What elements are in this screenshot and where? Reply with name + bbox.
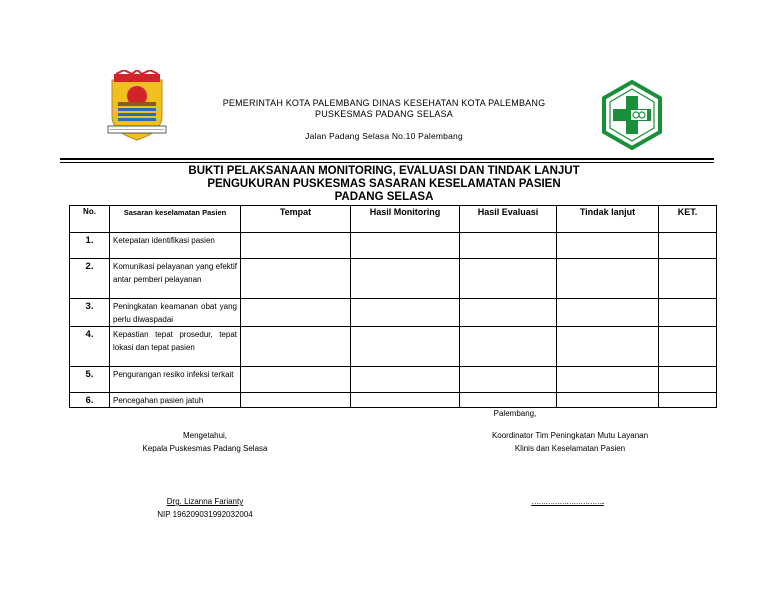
row-number: 5. (70, 367, 110, 393)
cell-hasil-evaluasi[interactable] (460, 299, 557, 327)
table-row (70, 233, 717, 259)
row-sasaran: Ketepatan identifikasi pasien (110, 233, 241, 259)
table-row (70, 327, 717, 367)
header-line-1: PEMERINTAH KOTA PALEMBANG DINAS KESEHATAN KOTA PALEMBANG (222, 98, 546, 108)
table-row (70, 367, 717, 393)
signature-left-name: Drg. Lizanna Farianty (166, 497, 244, 506)
cell-hasil-evaluasi[interactable] (460, 367, 557, 393)
cell-tindak-lanjut[interactable] (557, 233, 659, 259)
header-hasil-monitoring: Hasil Monitoring (351, 206, 460, 233)
cell-ket[interactable] (659, 299, 717, 327)
row-sasaran: Peningkatan keamanan obat yang perlu diwaspadai (110, 299, 241, 327)
document-title-line-1: BUKTI PELAKSANAAN MONITORING, EVALUASI DAN TINDAK LANJUT (188, 165, 580, 177)
table-row (70, 393, 717, 408)
cell-tempat[interactable] (241, 367, 351, 393)
row-number: 3. (70, 299, 110, 327)
cell-hasil-evaluasi[interactable] (460, 233, 557, 259)
cell-tempat[interactable] (241, 259, 351, 299)
cell-tempat[interactable] (241, 233, 351, 259)
row-number: 6. (70, 393, 110, 408)
signature-right-line-1: Koordinator Tim Peningkatan Mutu Layanan (491, 431, 649, 440)
cell-hasil-monitoring[interactable] (351, 233, 460, 259)
table-header-row (70, 206, 717, 233)
cell-ket[interactable] (659, 393, 717, 408)
row-sasaran: Komunikasi pelayanan yang efektif antar pemberi pelayanan (110, 259, 241, 299)
cell-tindak-lanjut[interactable] (557, 259, 659, 299)
cell-ket[interactable] (659, 233, 717, 259)
signature-right-line-2: Klinis dan Keselamatan Pasien (514, 444, 626, 453)
table-row (70, 259, 717, 299)
header-rule-thin (60, 162, 714, 163)
row-number: 1. (70, 233, 110, 259)
cell-tindak-lanjut[interactable] (557, 327, 659, 367)
cell-ket[interactable] (659, 259, 717, 299)
cell-tempat[interactable] (241, 327, 351, 367)
cell-hasil-monitoring[interactable] (351, 367, 460, 393)
cell-tindak-lanjut[interactable] (557, 367, 659, 393)
header-address: Jalan Padang Selasa No.10 Palembang (305, 131, 463, 141)
signature-place: Palembang, (493, 409, 537, 418)
header-tindak-lanjut: Tindak lanjut (557, 206, 659, 233)
cell-ket[interactable] (659, 367, 717, 393)
monitoring-table (69, 205, 717, 408)
row-sasaran: Pencegahan pasien jatuh (110, 393, 241, 408)
header-hasil-evaluasi: Hasil Evaluasi (460, 206, 557, 233)
cell-hasil-evaluasi[interactable] (460, 393, 557, 408)
cell-hasil-evaluasi[interactable] (460, 327, 557, 367)
document-title-line-3: PADANG SELASA (334, 191, 434, 203)
row-sasaran: Pengurangan resiko infeksi terkait (110, 367, 241, 393)
signature-left-line-2: Kepala Puskesmas Padang Selasa (142, 444, 268, 453)
table-row (70, 299, 717, 327)
header-no: No. (70, 206, 110, 233)
document-title-line-2: PENGUKURAN PUSKESMAS SASARAN KESELAMATAN PASIEN (207, 178, 561, 190)
cell-hasil-monitoring[interactable] (351, 393, 460, 408)
cell-hasil-evaluasi[interactable] (460, 259, 557, 299)
cell-hasil-monitoring[interactable] (351, 259, 460, 299)
header-tempat: Tempat (241, 206, 351, 233)
signature-left-line-1: Mengetahui, (182, 431, 228, 440)
signature-left-nip: NIP 196209031992032004 (157, 510, 253, 519)
row-number: 2. (70, 259, 110, 299)
cell-tempat[interactable] (241, 299, 351, 327)
row-sasaran: Kepastian tepat prosedur, tepat lokasi dan tepat pasien (110, 327, 241, 367)
header-line-2: PUSKESMAS PADANG SELASA (315, 109, 453, 119)
cell-tempat[interactable] (241, 393, 351, 408)
header-sasaran: Sasaran keselamatan Pasien (110, 206, 241, 233)
signature-right-name: ………………………….. (531, 497, 604, 506)
cell-tindak-lanjut[interactable] (557, 393, 659, 408)
row-number: 4. (70, 327, 110, 367)
cell-ket[interactable] (659, 327, 717, 367)
cell-tindak-lanjut[interactable] (557, 299, 659, 327)
header-ket: KET. (659, 206, 717, 233)
header-rule-thick (60, 158, 714, 160)
cell-hasil-monitoring[interactable] (351, 299, 460, 327)
cell-hasil-monitoring[interactable] (351, 327, 460, 367)
